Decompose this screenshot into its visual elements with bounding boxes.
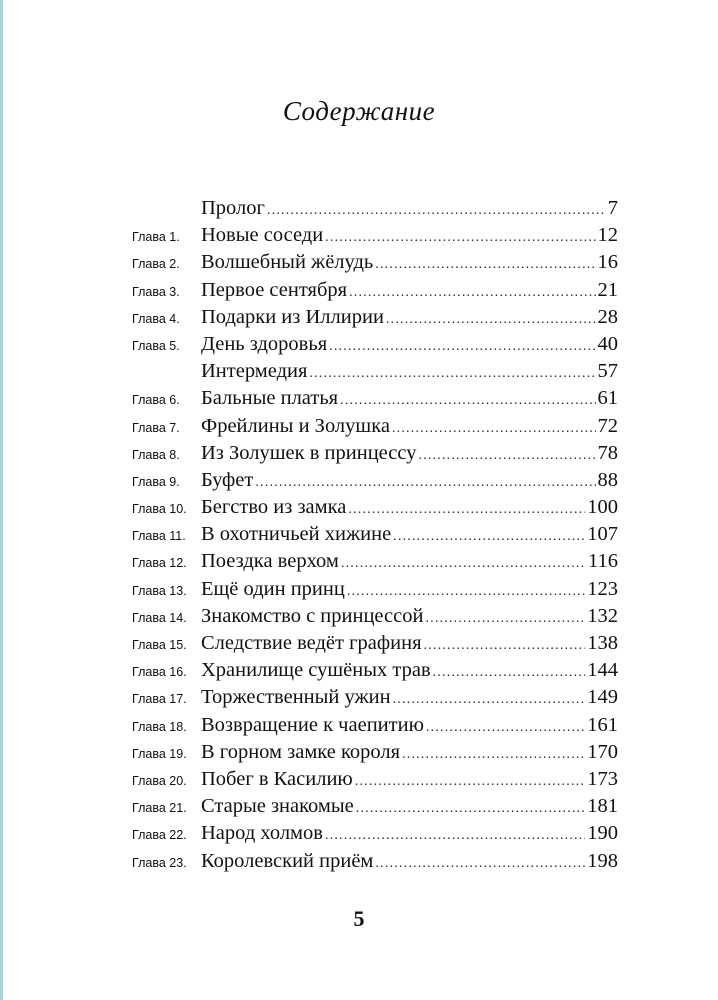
dot-leader [325,230,595,246]
dot-leader [375,257,595,273]
toc-entry [132,251,618,278]
chapter-title: Бегство из замка [201,496,347,519]
dot-leader [424,638,586,654]
toc-entry [132,686,618,713]
toc-entry [132,550,618,577]
toc-entry [132,442,618,469]
chapter-title: Фрейлины и Золушка [201,414,390,437]
chapter-page-number: 116 [588,550,618,573]
chapter-label: Глава 3. [132,284,180,299]
toc-entry [132,523,618,550]
chapter-label: Глава 20. [132,773,187,788]
chapter-title: В горном замке короля [201,740,401,763]
chapter-title: День здоровья [201,332,328,355]
chapter-title: Ещё один принц [201,577,345,600]
chapter-page-number: 181 [587,795,618,818]
chapter-title: Побег в Касилию [201,767,353,790]
chapter-page-number: 149 [587,686,618,709]
chapter-page-number: 161 [587,713,618,736]
chapter-label: Глава 15. [132,638,187,652]
chapter-page-number: 170 [587,740,618,763]
chapter-page-number: 78 [597,441,618,464]
dot-leader [255,475,595,491]
chapter-label: Глава 5. [132,338,180,353]
toc-entry [132,496,618,523]
toc-entry [132,415,618,442]
chapter-page-number: 190 [587,822,618,845]
toc-entry [132,768,618,795]
chapter-label: Глава 21. [132,801,187,816]
page-title: Содержание [282,96,436,126]
chapter-label: Глава 12. [132,556,187,571]
chapter-title: Буфет [201,468,254,491]
chapter-title: Подарки из Иллирии [201,305,384,328]
chapter-title: Следствие ведёт графиня [201,632,422,654]
chapter-page-number: 138 [587,632,618,654]
toc-entry [132,333,618,360]
dot-leader [309,366,595,382]
chapter-title: Пролог [201,197,265,219]
toc-entry [132,578,618,605]
chapter-label: Глава 22. [132,828,187,843]
chapter-title: Народ холмов [201,822,323,845]
toc-entry [132,387,618,414]
dot-leader [340,393,595,409]
toc-entry [132,306,618,333]
page-number: 5 [353,906,365,931]
chapter-page-number: 28 [597,305,618,328]
chapter-label: Глава 8. [132,447,180,462]
chapter-title: Королевский приём [201,849,374,872]
chapter-label: Глава 14. [132,610,187,625]
dot-leader [386,312,596,328]
dot-leader [418,448,595,464]
chapter-label: Глава 2. [132,257,180,272]
chapter-label: Глава 19. [132,746,187,761]
chapter-page-number: 88 [597,468,618,491]
table-of-contents [132,197,618,877]
toc-entry [132,632,618,659]
chapter-title: Поездка верхом [201,550,339,573]
chapter-title: В охотничьей хижине [201,523,392,546]
toc-entry [132,605,618,632]
chapter-title: Старые знакомые [201,795,354,818]
chapter-page-number: 123 [587,577,618,600]
dot-leader [325,828,585,844]
chapter-page-number: 100 [587,496,618,519]
chapter-title: Первое сентября [201,278,348,301]
toc-entry [132,469,618,496]
dot-leader [402,747,585,763]
chapter-page-number: 173 [587,767,618,790]
chapter-label: Глава 10. [132,502,187,517]
chapter-title: Бальные платья [201,387,339,410]
chapter-label: Глава 11. [132,529,186,544]
dot-leader [375,856,585,872]
toc-entry [132,224,618,251]
chapter-page-number: 61 [597,387,618,410]
chapter-label: Глава 1. [132,230,180,245]
chapter-title: Волшебный жёлудь [201,251,374,274]
dot-leader [329,339,595,355]
dot-leader [348,502,585,518]
chapter-page-number: 21 [597,278,618,301]
dot-leader [433,665,586,681]
toc-entry [132,822,618,849]
toc-entry [132,197,618,224]
chapter-label: Глава 17. [132,692,187,707]
chapter-page-number: 7 [607,197,618,219]
chapter-title: Возвращение к чаепитию [201,713,424,736]
chapter-title: Знакомство с принцессой [201,604,424,627]
chapter-page-number: 16 [597,251,618,274]
dot-leader [267,203,606,219]
chapter-page-number: 198 [587,849,618,872]
toc-entry [132,795,618,822]
toc-entry [132,659,618,686]
chapter-title: Интермедия [201,360,308,383]
chapter-label: Глава 9. [132,474,180,489]
dot-leader [393,529,585,545]
dot-leader [341,556,586,572]
toc-entry [132,360,618,387]
chapter-label: Глава 7. [132,420,180,435]
dot-leader [393,692,586,708]
chapter-label: Глава 13. [132,583,187,598]
page-edge [0,0,3,1000]
chapter-label: Глава 4. [132,311,180,326]
chapter-label: Глава 6. [132,393,180,408]
chapter-page-number: 132 [587,604,618,627]
chapter-label: Глава 18. [132,719,187,734]
dot-leader [349,285,595,301]
dot-leader [392,421,596,437]
chapter-page-number: 72 [597,414,618,437]
chapter-page-number: 144 [587,659,618,682]
dot-leader [425,611,585,627]
toc-entry [132,279,618,306]
chapter-title: Торжественный ужин [201,686,391,709]
dot-leader [355,774,586,790]
toc-entry [132,714,618,741]
toc-entry [132,741,618,768]
chapter-page-number: 107 [587,523,618,546]
chapter-title: Из Золушек в принцессу [201,441,417,464]
chapter-label: Глава 16. [132,665,187,680]
dot-leader [356,801,586,817]
dot-leader [426,720,585,736]
chapter-page-number: 40 [597,332,618,355]
chapter-page-number: 57 [597,360,618,383]
chapter-title: Новые соседи [201,224,324,247]
toc-entry [132,850,618,877]
chapter-label: Глава 23. [132,855,187,870]
dot-leader [347,584,585,600]
chapter-page-number: 12 [597,224,618,247]
chapter-title: Хранилище сушёных трав [201,659,431,682]
